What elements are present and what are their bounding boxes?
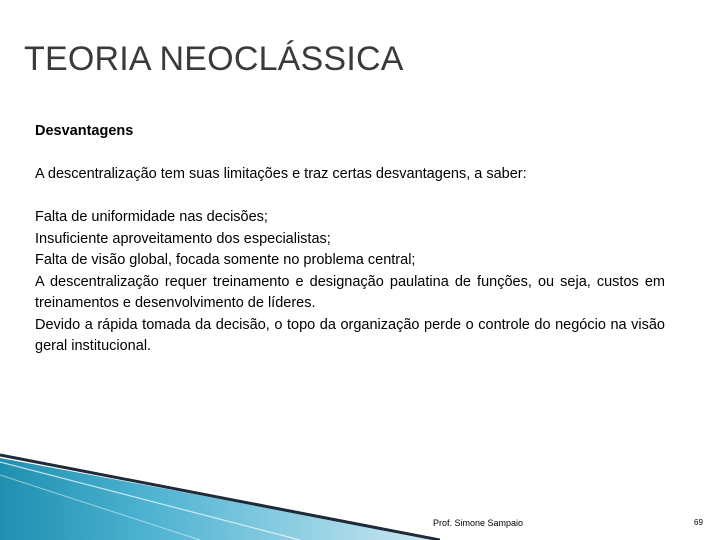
list-item: Falta de uniformidade nas decisões; [35,209,268,225]
list-item: Falta de visão global, focada somente no problema central; [35,252,416,268]
disadvantages-list [35,207,665,358]
page-number: 69 [694,518,703,527]
decorative-swoosh [0,430,440,540]
intro-paragraph: A descentralização tem suas limitações e traz certas desvantagens, a saber: [35,166,527,182]
section-heading: Desvantagens [35,123,134,139]
list-item: Insuficiente aproveitamento dos especialistas; [35,230,331,247]
page-title: TEORIA NEOCLÁSSICA [24,40,404,78]
list-item: Devido a rápida tomada da decisão, o topo da organização perde o controle do negócio na visão geral institucional. [35,316,665,354]
list-item: A descentralização requer treinamento e designação paulatina de funções, ou seja, custos em treinamentos e desenvolvimento de líderes. [35,273,665,311]
footer-author: Prof. Simone Sampaio [433,518,524,528]
